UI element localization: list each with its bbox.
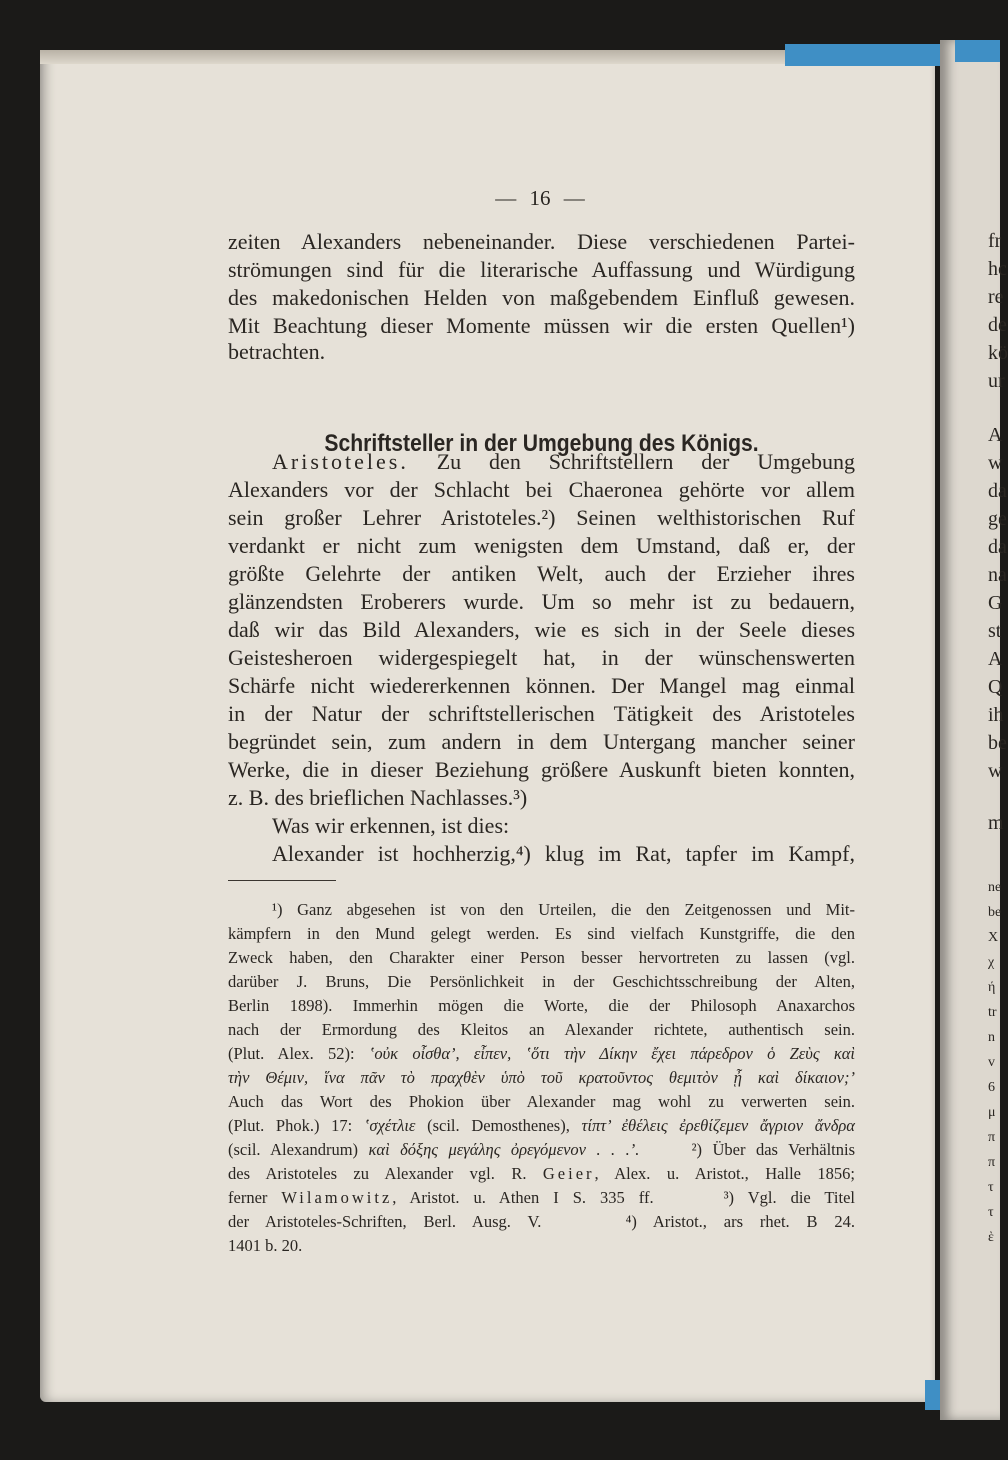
footnote-line — [228, 1114, 855, 1138]
spaced-name: Wilamowitz — [281, 1188, 393, 1207]
next-page-fragment: χ — [988, 955, 995, 970]
footnote-line: Zweck haben, den Charakter einer Person besser hervortreten zu lassen (vgl. — [228, 948, 855, 967]
next-page-fragment: v — [988, 1055, 995, 1070]
footnote-line: darüber J. Bruns, Die Persönlichkeit in der Geschichtsschreibung der Alten, — [228, 972, 855, 991]
body-line: Alexander ist hochherzig,⁴) klug im Rat, tapfer im Kampf, — [272, 841, 855, 866]
next-page-fragment: π — [988, 1130, 996, 1145]
body-line: Alexanders vor der Schlacht bei Chaeronea gehörte vor allem — [228, 477, 855, 502]
greek-quote: τίπτ’ ἐθέλεις ἐρεθίζεμεν ἄγριον ἄνδρα — [581, 1116, 855, 1135]
next-page-fragment: n — [988, 1030, 995, 1045]
text: , Alex. u. Aristot., Halle 1856; — [594, 1164, 855, 1183]
body-line: daß wir das Bild Alexanders, wie es sich in der Seele dieses — [228, 617, 855, 642]
next-page-fragment: kö — [988, 342, 1008, 364]
next-page-fragment: Q — [988, 676, 1003, 698]
text: (Plut. Alex. 52): — [228, 1044, 369, 1063]
footnote-line: Auch das Wort des Phokion über Alexander mag wohl zu verwerten sein. — [228, 1092, 855, 1111]
next-page-fragment: m — [988, 812, 1004, 834]
text: des Aristoteles zu Alexander vgl. R. — [228, 1164, 543, 1183]
body-line: z. B. des brieflichen Nachlasses.³) — [228, 785, 528, 810]
body-line: strömungen sind für die literarische Auffassung und Würdigung — [228, 257, 855, 282]
next-page-fragment: be — [988, 905, 1002, 920]
body-line: des makedonischen Helden von maßgebendem Einfluß gewesen. — [228, 285, 855, 310]
body-line: begründet sein, zum andern in dem Untergang mancher seiner — [228, 729, 855, 754]
next-page-fragment: re — [988, 286, 1004, 308]
body-line — [272, 448, 855, 476]
next-page-fragment: fr — [988, 230, 1002, 252]
text: ²) Über das Verhältnis — [639, 1140, 856, 1159]
footnote-line: nach der Ermordung des Kleitos an Alexander richtete, authentisch sein. — [228, 1020, 855, 1039]
spaced-name: Aristoteles. — [272, 449, 409, 474]
text: Zu den Schriftstellern der Umgebung — [408, 449, 855, 474]
next-page-fragment: de — [988, 314, 1007, 336]
page-number: — 16 — — [495, 186, 585, 210]
text: ferner — [228, 1188, 282, 1207]
footnote-line: der Aristoteles-Schriften, Berl. Ausg. V. ⁴) Aristot., ars rhet. B 24. — [228, 1212, 855, 1231]
next-page-fragment: ne — [988, 880, 1002, 895]
next-page-fragment: w — [988, 452, 1003, 474]
text: (scil. Demosthenes), — [415, 1116, 582, 1135]
next-page-fragment: π — [988, 1155, 996, 1170]
next-page-fragment: da — [988, 536, 1007, 558]
text: (scil. Alexandrum) — [228, 1140, 369, 1159]
footnote-line — [228, 1138, 855, 1162]
body-line: größte Gelehrte der antiken Welt, auch der Erzieher ihres — [228, 561, 855, 586]
next-page-fragment: da — [988, 480, 1007, 502]
body-line: in der Natur der schriftstellerischen Tätigkeit des Aristoteles — [228, 701, 855, 726]
section-heading: Schriftsteller in der Umgebung des Königs. — [324, 430, 759, 457]
next-page-fragment: 6 — [988, 1080, 995, 1095]
blue-tape — [785, 44, 940, 66]
next-page-fragment: τ — [988, 1205, 994, 1220]
body-line: Werke, die in dieser Beziehung größere Auskunft bieten konnten, — [228, 757, 855, 782]
next-page-fragment: st — [988, 620, 1002, 642]
footnote-line: τὴν Θέμιν, ἵνα πᾶν τὸ πραχθὲν ὑπὸ τοῦ κρατοῦντος θεμιτὸν ᾖ καὶ δίκαιον;’ — [228, 1068, 855, 1087]
next-page-fragment: ὲ — [988, 1230, 994, 1245]
footnote-line: 1401 b. 20. — [228, 1236, 303, 1255]
next-page-fragment: A — [988, 648, 1003, 670]
greek-quote: ʽοὐκ οἶσθα’, εἶπεν, ʽὅτι τὴν Δίκην ἔχει πάρεδρον ὁ Ζεὺς καὶ — [368, 1044, 855, 1063]
blue-tape — [955, 40, 1000, 62]
next-page-fragment: G — [988, 592, 1003, 614]
next-page-fragment: w — [988, 760, 1003, 782]
greek-quote: καὶ δόξης μεγάλης ὀρεγόμενον . . .’. — [368, 1140, 640, 1159]
body-line: Geistesheroen widergespiegelt hat, in der wünschenswerten — [228, 645, 855, 670]
body-line: Mit Beachtung dieser Momente müssen wir die ersten Quellen¹) — [228, 313, 855, 338]
next-page-fragment: be — [988, 732, 1007, 754]
next-page-fragment: tr — [988, 1005, 997, 1020]
next-page-fragment: τ — [988, 1180, 994, 1195]
footnote-line: Berlin 1898). Immerhin mögen die Worte, die der Philosoph Anaxarchos — [228, 996, 855, 1015]
next-page-fragment: ge — [988, 508, 1007, 530]
footnote-line — [228, 1162, 855, 1186]
body-line: betrachten. — [228, 339, 326, 364]
footnote-line — [228, 1042, 855, 1066]
footnote-line — [228, 1186, 855, 1210]
spaced-name: Geier — [542, 1164, 595, 1183]
next-page-fragment: ih — [988, 704, 1004, 726]
next-page-fragment: ur — [988, 370, 1005, 392]
next-page-fragment: A — [988, 424, 1003, 446]
body-line: zeiten Alexanders nebeneinander. Diese verschiedenen Partei- — [228, 229, 855, 254]
greek-quote: ʽσχέτλιε — [363, 1116, 416, 1135]
body-line: verdankt er nicht zum wenigsten dem Umstand, daß er, der — [228, 533, 855, 558]
text: (Plut. Phok.) 17: — [228, 1116, 364, 1135]
body-line: sein großer Lehrer Aristoteles.²) Seinen welthistorischen Ruf — [228, 505, 855, 530]
next-page-fragment: X — [988, 930, 999, 945]
next-page-fragment: hc — [988, 258, 1007, 280]
text: , Aristot. u. Athen I S. 335 ff. ³) Vgl. die Titel — [392, 1188, 856, 1207]
body-line: Schärfe nicht wiedererkennen können. Der Mangel mag einmal — [228, 673, 855, 698]
next-page-fragment: na — [988, 564, 1007, 586]
body-line: glänzendsten Eroberers wurde. Um so mehr ist zu bedauern, — [228, 589, 855, 614]
footnote-rule — [228, 880, 336, 881]
footnote-line: kämpfern in den Mund gelegt werden. Es sind vielfach Kunstgriffe, die den — [228, 924, 855, 943]
footnote-line: ¹) Ganz abgesehen ist von den Urteilen, die den Zeitgenossen und Mit- — [272, 900, 855, 919]
next-page-fragment: ή — [988, 980, 996, 995]
body-line: Was wir erkennen, ist dies: — [272, 813, 510, 838]
next-page-fragment: μ — [988, 1105, 996, 1120]
